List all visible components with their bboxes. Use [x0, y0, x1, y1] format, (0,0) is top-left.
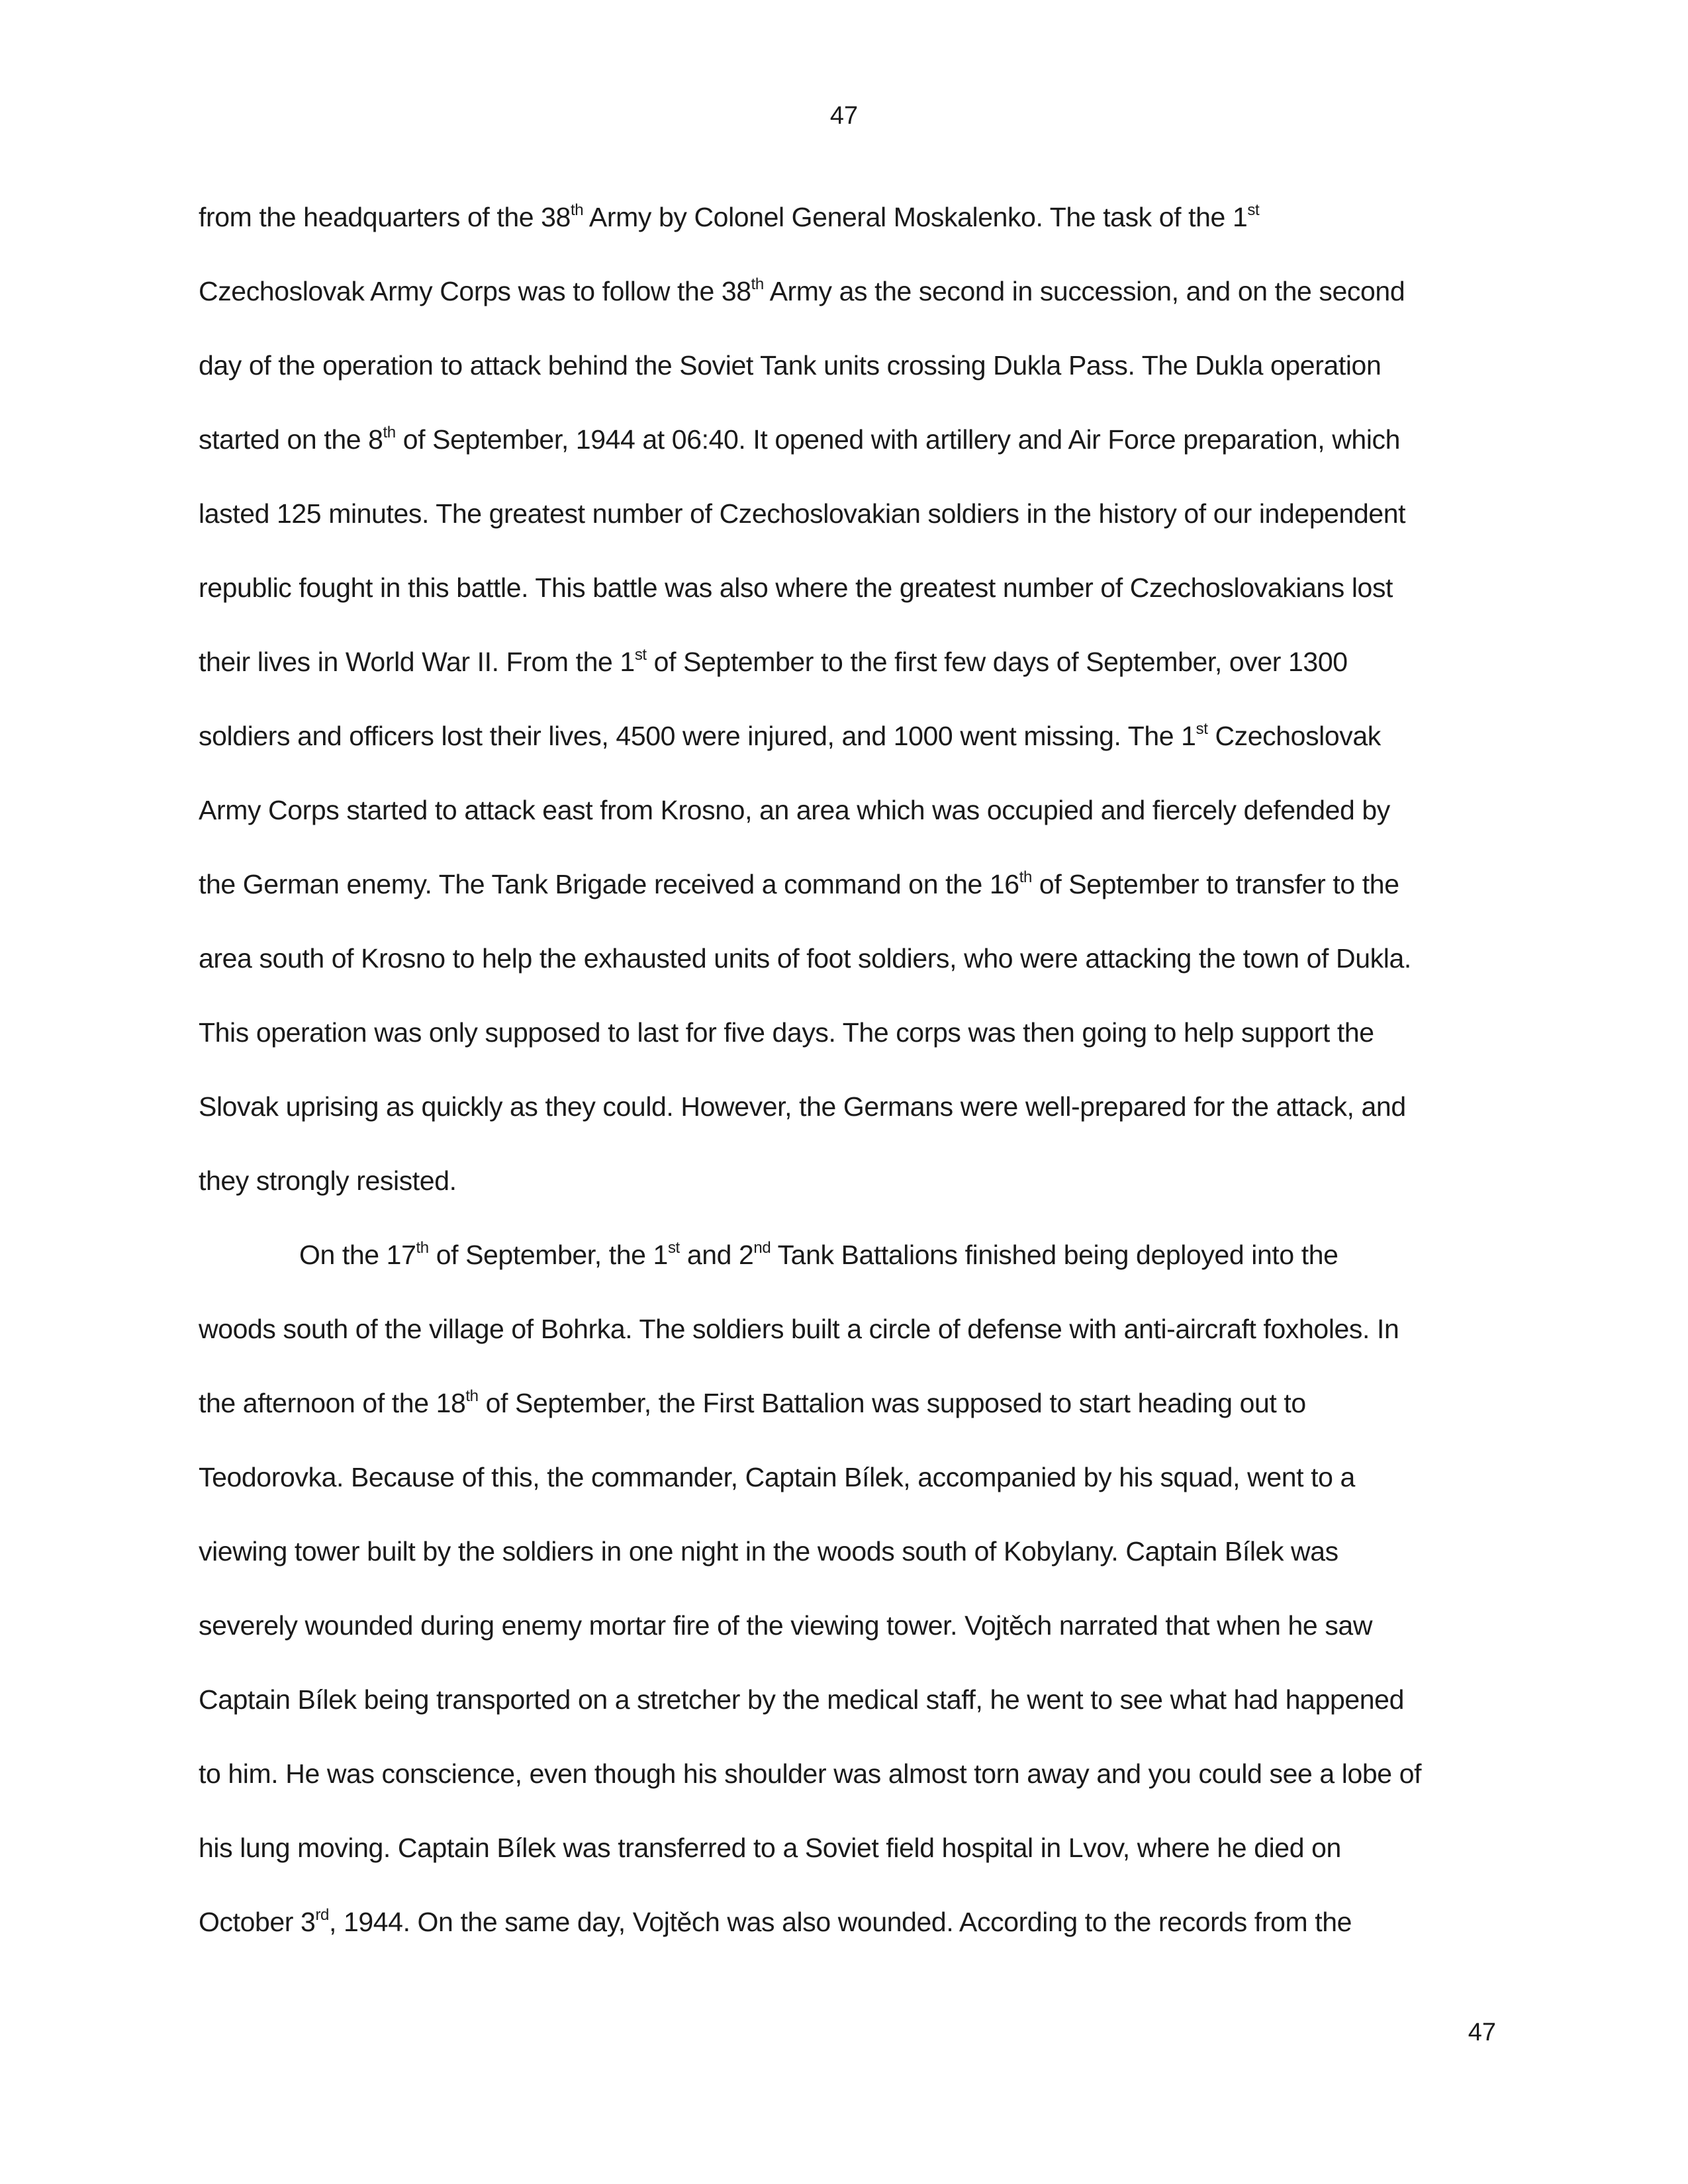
text-line — [199, 792, 1497, 866]
text-run: his lung moving. Captain Bílek was transferred to a Soviet field hospital in Lvov, where he died on — [199, 1833, 1341, 1863]
text-line — [199, 495, 1497, 569]
text-run: Tank Battalions finished being deployed into the — [771, 1240, 1338, 1270]
text-line — [199, 1829, 1497, 1903]
text-run: from the headquarters of the 38 — [199, 202, 571, 232]
text-run: Army by Colonel General Moskalenko. The task of the 1 — [583, 202, 1248, 232]
text-line — [199, 1310, 1497, 1385]
text-run: Army Corps started to attack east from Krosno, an area which was occupied and fiercely defended by — [199, 795, 1390, 825]
text-run: and 2 — [679, 1240, 754, 1270]
text-line — [199, 273, 1497, 347]
text-run: of September, the First Battalion was supposed to start heading out to — [478, 1388, 1306, 1418]
text-run: Czechoslovak Army Corps was to follow the 38 — [199, 276, 751, 306]
text-run: This operation was only supposed to last for five days. The corps was then going to help support the — [199, 1017, 1374, 1048]
text-run: On the 17 — [299, 1240, 416, 1270]
text-run: of September, 1944 at 06:40. It opened with artillery and Air Force preparation, which — [395, 424, 1401, 455]
document-body — [199, 199, 1497, 1978]
text-line — [199, 347, 1497, 421]
text-run: Czechoslovak — [1207, 721, 1381, 751]
text-run: to him. He was conscience, even though his shoulder was almost torn away and you could see a lobe of — [199, 1758, 1422, 1789]
text-run: the German enemy. The Tank Brigade received a command on the 16 — [199, 869, 1019, 899]
text-line — [199, 421, 1497, 495]
page-number-bottom: 47 — [1468, 2019, 1496, 2046]
text-run: republic fought in this battle. This battle was also where the greatest number of Czechoslovakians lost — [199, 572, 1393, 603]
text-line — [199, 1755, 1497, 1829]
ordinal-suffix: st — [1196, 720, 1208, 739]
text-line — [199, 1681, 1497, 1755]
text-line — [199, 1607, 1497, 1681]
ordinal-suffix: th — [416, 1239, 429, 1257]
text-line — [199, 1162, 1497, 1236]
ordinal-suffix: th — [751, 275, 764, 294]
ordinal-suffix: st — [1247, 201, 1260, 220]
ordinal-suffix: th — [570, 201, 584, 220]
text-run: of September to transfer to the — [1031, 869, 1399, 899]
paragraph — [199, 1236, 1497, 1978]
text-line — [199, 643, 1497, 717]
text-run: severely wounded during enemy mortar fire of the viewing tower. Vojtěch narrated that when he saw — [199, 1610, 1373, 1641]
text-run: Slovak uprising as quickly as they could. However, the Germans were well-prepared for the attack, and — [199, 1091, 1406, 1122]
text-run: Army as the second in succession, and on the second — [763, 276, 1405, 306]
text-run: soldiers and officers lost their lives, 4500 were injured, and 1000 went missing. The 1 — [199, 721, 1196, 751]
text-line — [199, 199, 1497, 273]
text-line — [199, 1014, 1497, 1088]
text-run: their lives in World War II. From the 1 — [199, 647, 635, 677]
ordinal-suffix: nd — [753, 1239, 771, 1257]
page-number-top: 47 — [829, 102, 859, 130]
ordinal-suffix: th — [1019, 868, 1032, 887]
ordinal-suffix: rd — [315, 1906, 329, 1925]
text-run: October 3 — [199, 1907, 316, 1937]
text-run: Teodorovka. Because of this, the commander, Captain Bílek, accompanied by his squad, went to a — [199, 1462, 1355, 1492]
text-run: area south of Krosno to help the exhausted units of foot soldiers, who were attacking the town of Dukla. — [199, 943, 1411, 974]
ordinal-suffix: st — [667, 1239, 680, 1257]
ordinal-suffix: st — [634, 646, 647, 664]
text-line — [199, 866, 1497, 940]
text-line — [199, 1903, 1497, 1978]
text-run: started on the 8 — [199, 424, 383, 455]
ordinal-suffix: th — [465, 1387, 479, 1406]
text-line — [199, 940, 1497, 1014]
text-run: the afternoon of the 18 — [199, 1388, 466, 1418]
text-line — [199, 1236, 1497, 1310]
text-run: , 1944. On the same day, Vojtěch was also wounded. According to the records from the — [328, 1907, 1352, 1937]
text-line — [199, 1533, 1497, 1607]
text-run: woods south of the village of Bohrka. The soldiers built a circle of defense with anti-aircraft foxholes. In — [199, 1314, 1399, 1344]
text-run: viewing tower built by the soldiers in one night in the woods south of Kobylany. Captain Bílek was — [199, 1536, 1338, 1567]
text-line — [199, 1459, 1497, 1533]
text-line — [199, 717, 1497, 792]
text-run: of September to the first few days of September, over 1300 — [646, 647, 1348, 677]
text-line — [199, 1088, 1497, 1162]
paragraph — [199, 199, 1497, 1236]
text-run: lasted 125 minutes. The greatest number of Czechoslovakian soldiers in the history of our independent — [199, 498, 1406, 529]
ordinal-suffix: th — [383, 424, 396, 442]
text-run: Captain Bílek being transported on a stretcher by the medical staff, he went to see what had happened — [199, 1684, 1404, 1715]
text-line — [199, 1385, 1497, 1459]
text-run: of September, the 1 — [428, 1240, 668, 1270]
text-run: day of the operation to attack behind the Soviet Tank units crossing Dukla Pass. The Dukla operation — [199, 350, 1382, 381]
text-line — [199, 569, 1497, 643]
text-run: they strongly resisted. — [199, 1165, 457, 1196]
